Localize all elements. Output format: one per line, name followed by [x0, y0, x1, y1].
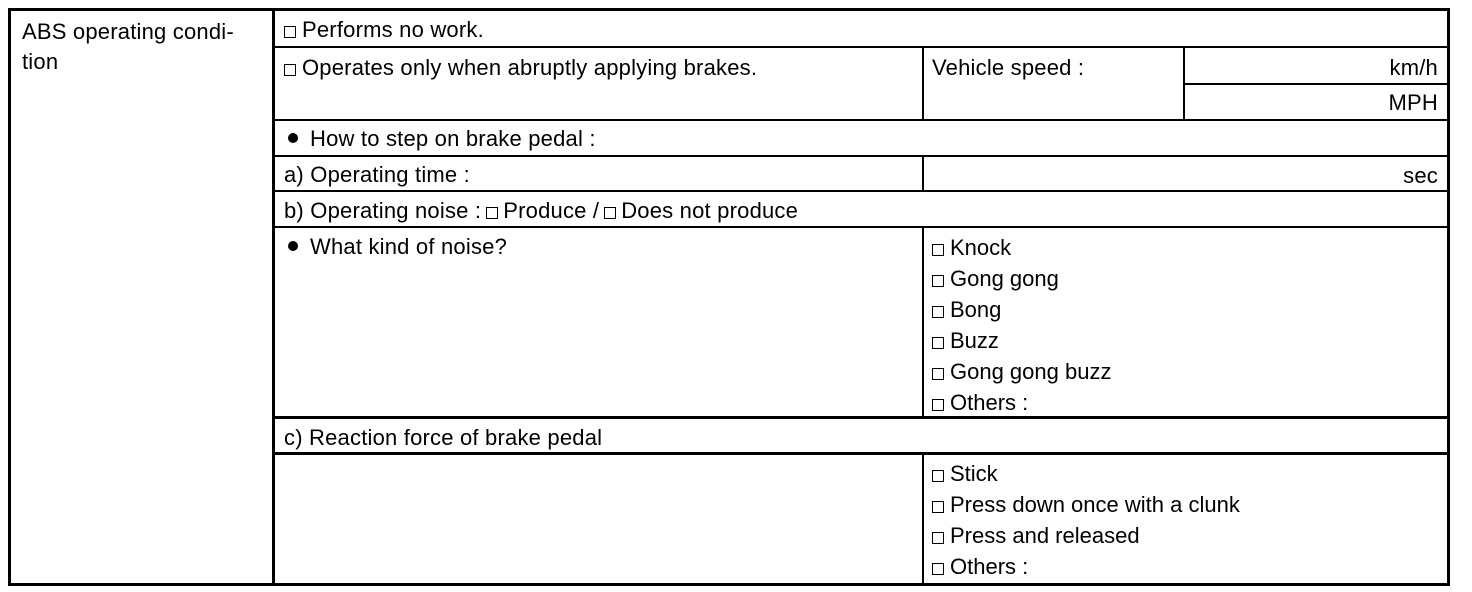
row-line-7: [272, 452, 1450, 455]
checkbox-icon[interactable]: [932, 470, 944, 482]
operating-time-unit: sec: [1403, 163, 1438, 188]
no-produce-checkbox[interactable]: [604, 207, 616, 219]
reaction-option[interactable]: Others :: [932, 552, 1240, 583]
checkbox-icon[interactable]: [284, 64, 296, 76]
noise-option[interactable]: Knock: [932, 233, 1111, 264]
vehicle-speed-label: Vehicle speed :: [932, 55, 1085, 80]
noise-options-list: [932, 233, 1111, 419]
row-line-2: [272, 119, 1450, 121]
row-line-5: [272, 226, 1450, 228]
noise-option[interactable]: Gong gong buzz: [932, 357, 1111, 388]
step-heading: How to step on brake pedal :: [284, 126, 596, 152]
divider-middle-1: [922, 48, 924, 120]
produce-checkbox[interactable]: [486, 207, 498, 219]
speed-unit-mph: MPH: [1388, 90, 1438, 115]
divider-label-column: [272, 8, 275, 586]
reaction-option[interactable]: Press and released: [932, 521, 1240, 552]
operates-abrupt-label: Operates only when abruptly applying brakes.: [302, 55, 758, 80]
noise-option[interactable]: Bong: [932, 295, 1111, 326]
reaction-heading: c) Reaction force of brake pedal: [284, 425, 603, 450]
row-line-6: [272, 416, 1450, 419]
row-line-1: [272, 46, 1450, 48]
divider-middle-3: [922, 228, 924, 418]
checkbox-icon[interactable]: [932, 399, 944, 411]
no-produce-label: Does not produce: [621, 198, 799, 223]
reaction-option[interactable]: Stick: [932, 459, 1240, 490]
row-line-speed-units: [1183, 83, 1450, 85]
checkbox-icon[interactable]: [932, 337, 944, 349]
row-line-3: [272, 155, 1450, 157]
operating-noise-row: [284, 198, 798, 224]
section-label: ABS operating condi- tion: [22, 19, 234, 74]
noise-option[interactable]: Gong gong: [932, 264, 1111, 295]
bullet-icon: [288, 241, 298, 251]
divider-middle-4: [922, 454, 924, 586]
performs-no-work-label: Performs no work.: [302, 17, 484, 42]
speed-unit-kmh: km/h: [1389, 55, 1438, 80]
checkbox-icon[interactable]: [284, 26, 296, 38]
divider-middle-2: [922, 156, 924, 192]
reaction-options-list: [932, 459, 1240, 583]
checkbox-icon[interactable]: [932, 244, 944, 256]
noise-option[interactable]: Buzz: [932, 326, 1111, 357]
checkbox-icon[interactable]: [932, 368, 944, 380]
bullet-icon: [288, 133, 298, 143]
checkbox-icon[interactable]: [932, 275, 944, 287]
noise-question: What kind of noise?: [284, 234, 507, 260]
option-separator: /: [592, 198, 600, 223]
reaction-option[interactable]: Press down once with a clunk: [932, 490, 1240, 521]
row-line-4: [272, 190, 1450, 192]
checkbox-icon[interactable]: [932, 563, 944, 575]
noise-option[interactable]: Others :: [932, 388, 1111, 419]
performs-no-work-option[interactable]: [284, 17, 484, 43]
operating-time-label: a) Operating time :: [284, 162, 470, 187]
checkbox-icon[interactable]: [932, 532, 944, 544]
produce-label: Produce: [503, 198, 587, 223]
checkbox-icon[interactable]: [932, 306, 944, 318]
operates-abrupt-option[interactable]: [284, 55, 757, 81]
operating-noise-label: b) Operating noise :: [284, 198, 482, 223]
checkbox-icon[interactable]: [932, 501, 944, 513]
